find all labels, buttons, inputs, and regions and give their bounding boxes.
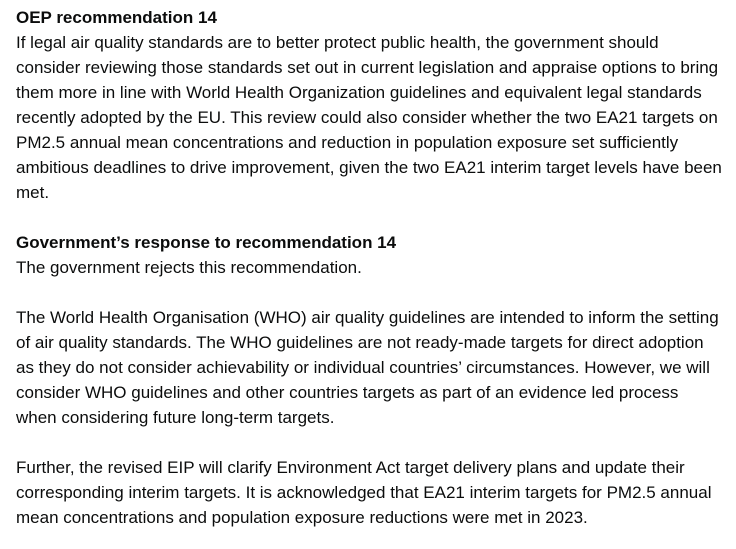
- response-paragraph-2: The World Health Organisation (WHO) air quality guidelines are intended to inform the setting of air quality standards. The WHO guidelines are not ready-made targets for direct adoption as they do not consider achievability or individual countries’ circumstances. However, we will consider WHO guidelines and other countries targets as part of an evidence led process when considering future long-term targets.: [16, 308, 719, 427]
- recommendation-section: [16, 5, 722, 205]
- response-paragraph-1: The government rejects this recommendation.: [16, 258, 362, 277]
- response-paragraph-3: Further, the revised EIP will clarify Environment Act target delivery plans and update their corresponding interim targets. It is acknowledged that EA21 interim targets for PM2.5 annual mean concentrations and population exposure reductions were met in 2023.: [16, 458, 712, 527]
- recommendation-text: If legal air quality standards are to better protect public health, the government should consider reviewing those standards set out in current legislation and appraise options to bring them more in line with World Health Organization guidelines and equivalent legal standards recently adopted by the EU. This review could also consider whether the two EA21 targets on PM2.5 annual mean concentrations and reduction in population exposure set sufficiently ambitious deadlines to drive improvement, given the two EA21 interim target levels have been met.: [16, 33, 722, 202]
- response-heading: Government’s response to recommendation 14: [16, 233, 397, 252]
- paragraph-spacer: [16, 430, 722, 455]
- response-section: [16, 230, 722, 530]
- recommendation-heading: OEP recommendation 14: [16, 8, 217, 27]
- paragraph-spacer: [16, 280, 722, 305]
- section-spacer: [16, 205, 722, 230]
